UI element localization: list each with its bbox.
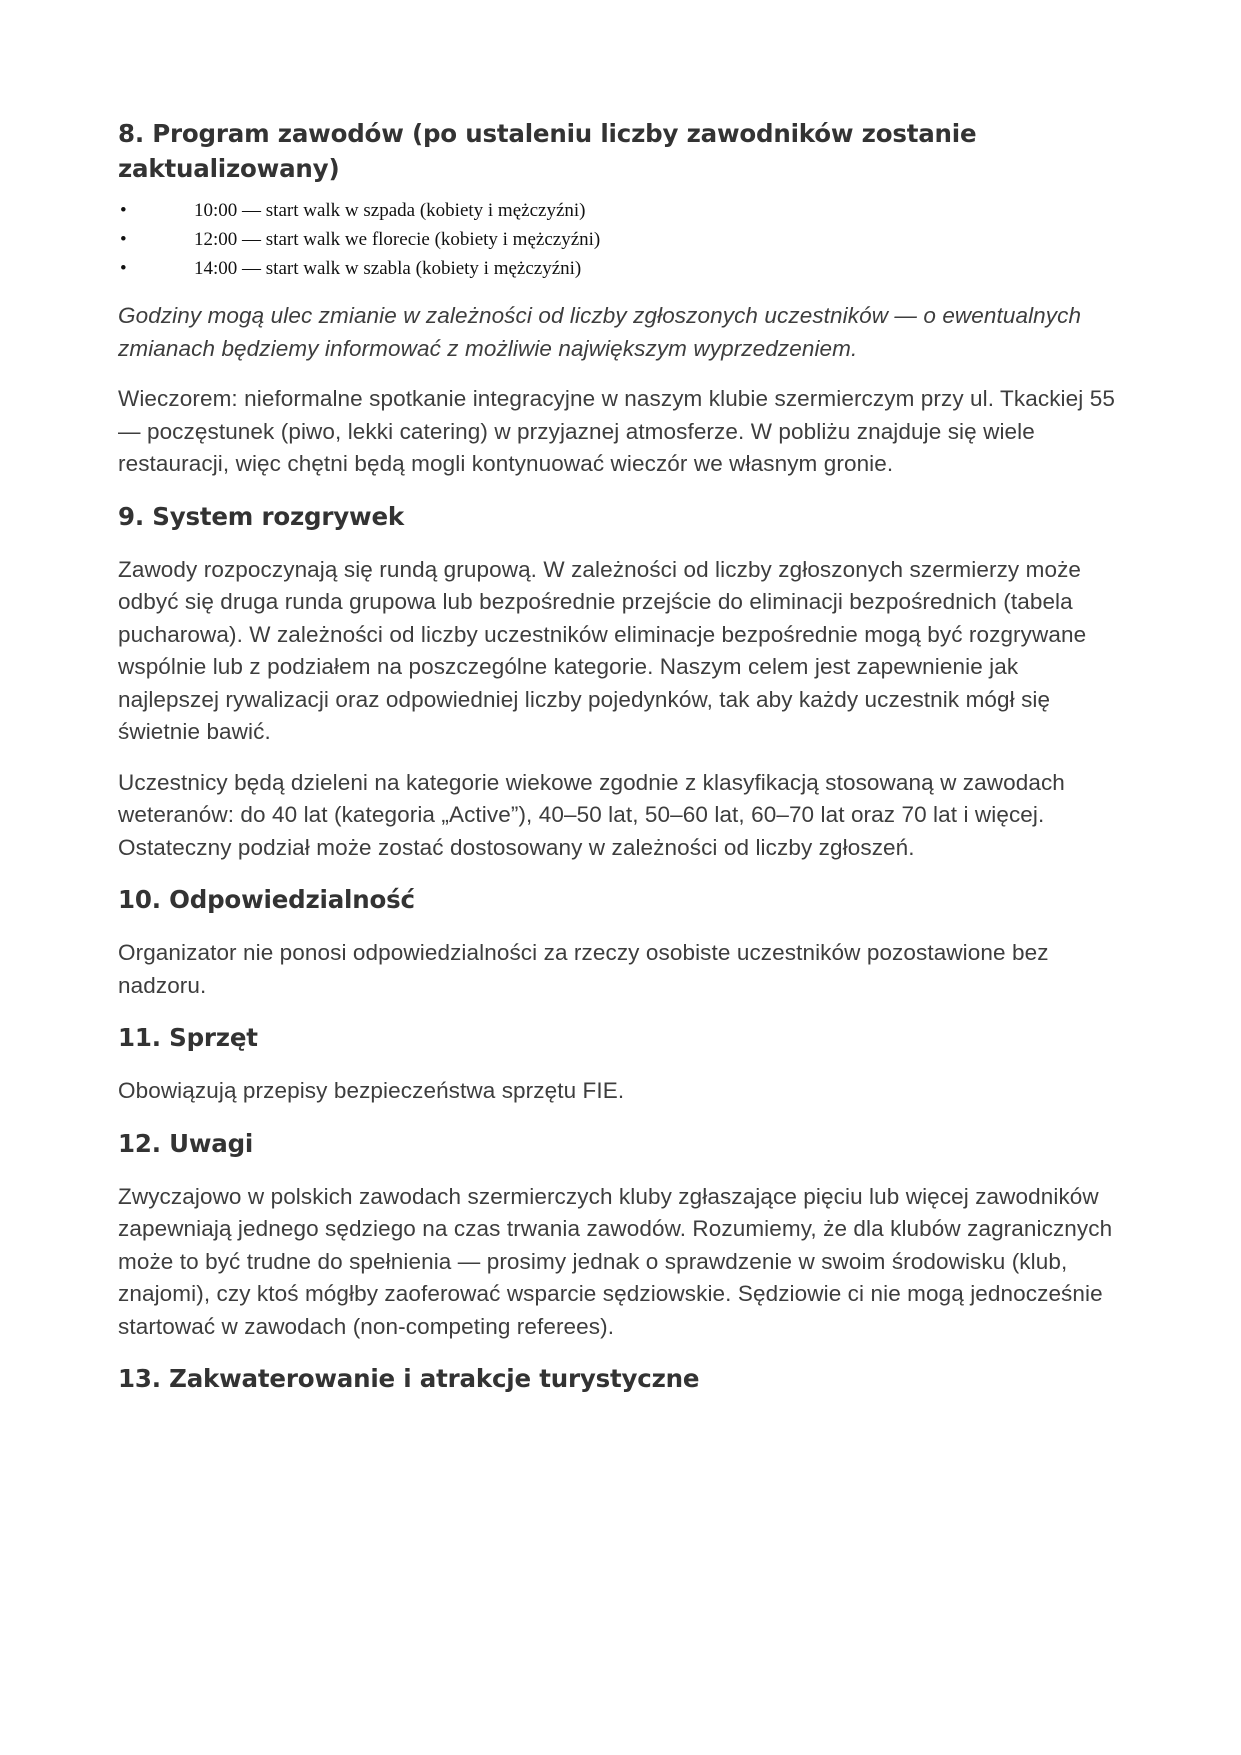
section-8-program bbox=[118, 116, 1125, 481]
bullet-icon: • bbox=[120, 229, 127, 250]
schedule-item-text: 12:00 — start walk we florecie (kobiety i mężczyźni) bbox=[194, 229, 601, 250]
list-item bbox=[118, 196, 1125, 225]
schedule-note: Godziny mogą ulec zmianie w zależności od liczby zgłoszonych uczestników — o ewentualnych zmianach będziemy informować z możliwie największym wyprzedzeniem. bbox=[118, 303, 1082, 361]
evening-paragraph: Wieczorem: nieformalne spotkanie integracyjne w naszym klubie szermierczym przy ul. Tkackiej 55 — poczęstunek (piwo, lekki catering) w przyjaznej atmosferze. W pobliżu znajduje się wiele restauracji, więc chętni będą mogli kontynuować wieczór we własnym gronie. bbox=[118, 386, 1115, 476]
paragraph: Uczestnicy będą dzieleni na kategorie wiekowe zgodnie z klasyfikacją stosowaną w zawodach weteranów: do 40 lat (kategoria „Active”), 40–50 lat, 50–60 lat, 60–70 lat oraz 70 lat i więcej. Ostateczny podział może zostać dostosowany w zależności od liczby zgłoszeń. bbox=[118, 769, 1065, 860]
bullet-icon: • bbox=[120, 200, 127, 221]
section-heading: 11. Sprzęt bbox=[118, 1023, 258, 1052]
section-9-system bbox=[118, 499, 1125, 865]
schedule-item-text: 14:00 — start walk w szabla (kobiety i mężczyźni) bbox=[194, 258, 582, 279]
paragraph: Zwyczajowo w polskich zawodach szermierczych kluby zgłaszające pięciu lub więcej zawodników zapewniają jednego sędziego na czas trwania zawodów. Rozumiemy, że dla klubów zagranicznych może to być trudne do spełnienia — prosimy jednak o sprawdzenie w swoim środowisku (klub, znajomi), czy ktoś mógłby zaoferować wsparcie sędziowskie. Sędziowie ci nie mogą jednocześnie startować w zawodach (non-competing referees). bbox=[118, 1183, 1113, 1339]
paragraph: Zawody rozpoczynają się rundą grupową. W zależności od liczby zgłoszonych szermierzy może odbyć się druga runda grupowa lub bezpośrednie przejście do eliminacji bezpośrednich (tabela pucharowa). W zależności od liczby uczestników eliminacje bezpośrednie mogą być rozgrywane wspólnie lub z podziałem na poszczególne kategorie. Naszym celem jest zapewnienie jak najlepszej rywalizacji oraz odpowiedniej liczby pojedynków, tak aby każdy uczestnik mógł się świetnie bawić. bbox=[118, 556, 1087, 744]
section-heading: 12. Uwagi bbox=[118, 1128, 254, 1158]
section-heading: 10. Odpowiedzialność bbox=[118, 885, 415, 914]
section-heading: 9. System rozgrywek bbox=[118, 501, 404, 531]
section-heading: 13. Zakwaterowanie i atrakcje turystyczne bbox=[118, 1364, 700, 1393]
section-10-liability bbox=[118, 882, 1125, 1002]
bullet-icon: • bbox=[120, 258, 127, 279]
schedule-item-text: 10:00 — start walk w szpada (kobiety i mężczyźni) bbox=[194, 200, 586, 221]
paragraph: Obowiązują przepisy bezpieczeństwa sprzętu FIE. bbox=[118, 1078, 625, 1103]
paragraph: Organizator nie ponosi odpowiedzialności za rzeczy osobiste uczestników pozostawione bez nadzoru. bbox=[118, 940, 1049, 998]
list-item bbox=[118, 254, 1125, 283]
section-11-equipment bbox=[118, 1020, 1125, 1108]
section-12-notes bbox=[118, 1126, 1125, 1344]
schedule-list bbox=[118, 196, 1125, 283]
section-13-accommodation bbox=[118, 1361, 1125, 1396]
section-heading: 8. Program zawodów (po ustaleniu liczby zawodników zostanie zaktualizowany) bbox=[118, 119, 977, 183]
list-item bbox=[118, 225, 1125, 254]
